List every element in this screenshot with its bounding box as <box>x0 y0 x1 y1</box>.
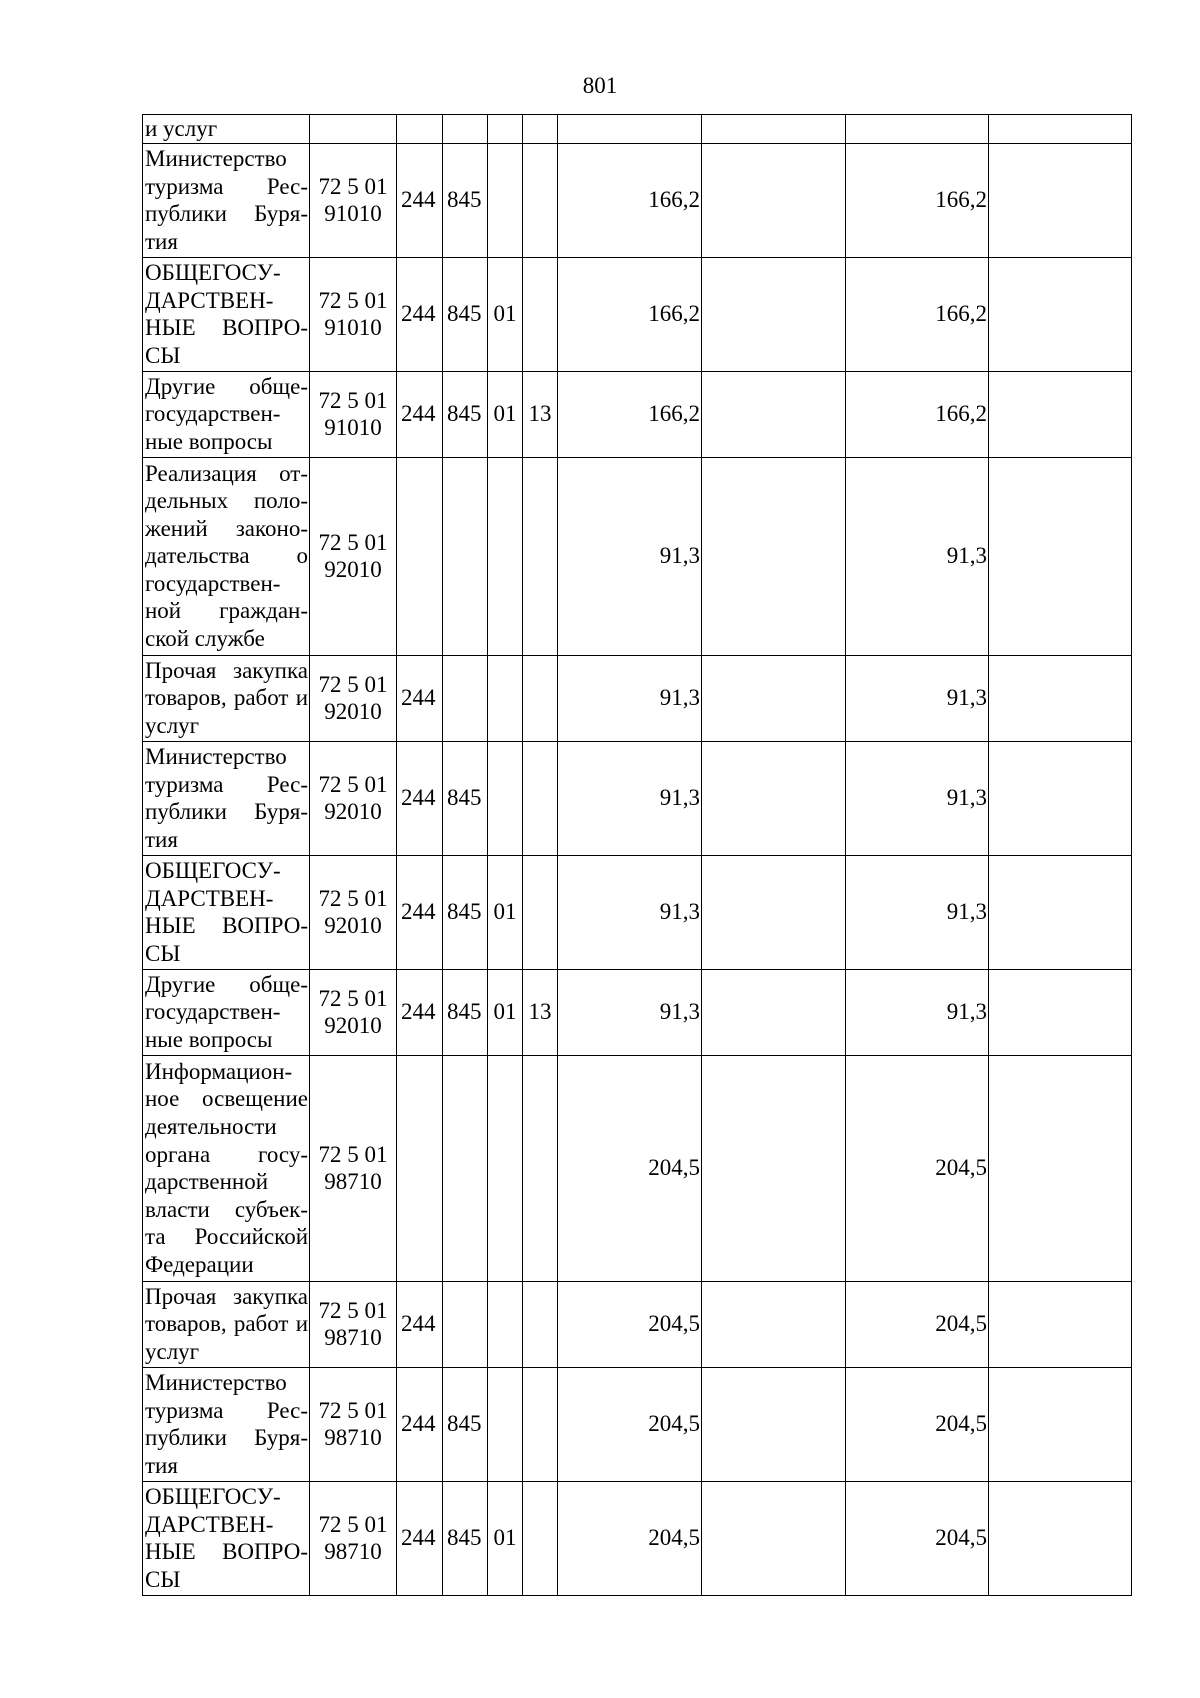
table-row <box>143 655 1132 741</box>
amount-3-cell: 91,3 <box>846 655 989 741</box>
row-name-cell: ОБЩЕГОСУ-ДАРСТВЕН-НЫЕ ВОПРО-СЫ <box>143 257 310 371</box>
target-article-code-cell: 72 5 01 91010 <box>310 371 397 457</box>
amount-4-cell <box>989 457 1132 655</box>
section-code-cell <box>488 1055 523 1281</box>
amount-4-cell <box>989 257 1132 371</box>
department-code-cell: 845 <box>443 371 488 457</box>
table-row <box>143 1367 1132 1481</box>
amount-1-cell: 91,3 <box>558 457 702 655</box>
expense-type-code-cell: 244 <box>397 1481 443 1595</box>
amount-1-cell: 204,5 <box>558 1281 702 1367</box>
target-article-code-cell: 72 5 01 98710 <box>310 1281 397 1367</box>
row-name-cell: Другие обще-государствен-ные вопросы <box>143 371 310 457</box>
subsection-code-cell <box>523 1055 558 1281</box>
amount-1-cell: 91,3 <box>558 655 702 741</box>
amount-3-cell: 91,3 <box>846 457 989 655</box>
amount-4-cell <box>989 143 1132 257</box>
row-name-cell: ОБЩЕГОСУ-ДАРСТВЕН-НЫЕ ВОПРО-СЫ <box>143 855 310 969</box>
amount-2-cell <box>702 457 846 655</box>
amount-2-cell <box>702 371 846 457</box>
amount-4-cell <box>989 741 1132 855</box>
section-code-cell <box>488 115 523 144</box>
subsection-code-cell <box>523 741 558 855</box>
amount-3-cell: 204,5 <box>846 1481 989 1595</box>
subsection-code-cell <box>523 1367 558 1481</box>
department-code-cell: 845 <box>443 855 488 969</box>
amount-3-cell: 204,5 <box>846 1281 989 1367</box>
row-name-cell: Министерство туризма Рес-публики Буря-тия <box>143 143 310 257</box>
table-row <box>143 1055 1132 1281</box>
amount-1-cell: 166,2 <box>558 371 702 457</box>
subsection-code-cell <box>523 457 558 655</box>
amount-1-cell: 91,3 <box>558 741 702 855</box>
amount-4-cell <box>989 371 1132 457</box>
amount-3-cell: 204,5 <box>846 1367 989 1481</box>
section-code-cell <box>488 1367 523 1481</box>
row-name-cell: Прочая закупка товаров, работ и услуг <box>143 1281 310 1367</box>
table-row <box>143 371 1132 457</box>
department-code-cell <box>443 115 488 144</box>
amount-1-cell: 204,5 <box>558 1055 702 1281</box>
subsection-code-cell: 13 <box>523 371 558 457</box>
target-article-code-cell: 72 5 01 98710 <box>310 1481 397 1595</box>
amount-1-cell: 91,3 <box>558 969 702 1055</box>
amount-3-cell: 91,3 <box>846 855 989 969</box>
row-name-cell: Министерство туризма Рес-публики Буря-тия <box>143 1367 310 1481</box>
amount-4-cell <box>989 1367 1132 1481</box>
expense-type-code-cell: 244 <box>397 1281 443 1367</box>
table-row <box>143 143 1132 257</box>
section-code-cell <box>488 457 523 655</box>
row-name-cell: Другие обще-государствен-ные вопросы <box>143 969 310 1055</box>
amount-2-cell <box>702 115 846 144</box>
expense-type-code-cell: 244 <box>397 969 443 1055</box>
section-code-cell <box>488 741 523 855</box>
amount-2-cell <box>702 855 846 969</box>
department-code-cell: 845 <box>443 1367 488 1481</box>
amount-3-cell: 166,2 <box>846 143 989 257</box>
page-number: 801 <box>582 73 618 98</box>
amount-2-cell <box>702 655 846 741</box>
amount-3-cell: 166,2 <box>846 257 989 371</box>
row-name-cell: Прочая закупка товаров, работ и услуг <box>143 655 310 741</box>
section-code-cell: 01 <box>488 969 523 1055</box>
expense-type-code-cell: 244 <box>397 257 443 371</box>
amount-4-cell <box>989 969 1132 1055</box>
amount-1-cell: 204,5 <box>558 1367 702 1481</box>
department-code-cell <box>443 655 488 741</box>
expense-type-code-cell: 244 <box>397 1367 443 1481</box>
expense-type-code-cell: 244 <box>397 855 443 969</box>
expense-type-code-cell: 244 <box>397 655 443 741</box>
amount-1-cell: 91,3 <box>558 855 702 969</box>
section-code-cell: 01 <box>488 257 523 371</box>
target-article-code-cell: 72 5 01 92010 <box>310 457 397 655</box>
department-code-cell: 845 <box>443 143 488 257</box>
expense-type-code-cell: 244 <box>397 371 443 457</box>
target-article-code-cell: 72 5 01 98710 <box>310 1367 397 1481</box>
amount-4-cell <box>989 115 1132 144</box>
amount-2-cell <box>702 1055 846 1281</box>
amount-3-cell: 91,3 <box>846 741 989 855</box>
table-row <box>143 115 1132 144</box>
subsection-code-cell <box>523 257 558 371</box>
amount-4-cell <box>989 1481 1132 1595</box>
table-row <box>143 257 1132 371</box>
table-row <box>143 855 1132 969</box>
section-code-cell <box>488 1281 523 1367</box>
section-code-cell: 01 <box>488 855 523 969</box>
amount-2-cell <box>702 969 846 1055</box>
subsection-code-cell <box>523 115 558 144</box>
subsection-code-cell <box>523 143 558 257</box>
table-row <box>143 741 1132 855</box>
table-body <box>143 115 1132 1596</box>
amount-1-cell <box>558 115 702 144</box>
row-name-cell: Информацион-ное освещение деятельности органа госу-дарственной власти субъек-та Российской Федерации <box>143 1055 310 1281</box>
amount-3-cell: 204,5 <box>846 1055 989 1281</box>
department-code-cell <box>443 1281 488 1367</box>
amount-2-cell <box>702 143 846 257</box>
amount-2-cell <box>702 1481 846 1595</box>
table-row <box>143 969 1132 1055</box>
section-code-cell <box>488 143 523 257</box>
subsection-code-cell <box>523 1281 558 1367</box>
amount-2-cell <box>702 1281 846 1367</box>
amount-2-cell <box>702 1367 846 1481</box>
department-code-cell: 845 <box>443 741 488 855</box>
amount-3-cell <box>846 115 989 144</box>
amount-3-cell: 91,3 <box>846 969 989 1055</box>
subsection-code-cell: 13 <box>523 969 558 1055</box>
amount-1-cell: 204,5 <box>558 1481 702 1595</box>
subsection-code-cell <box>523 1481 558 1595</box>
row-name-cell: и услуг <box>143 115 310 144</box>
amount-2-cell <box>702 741 846 855</box>
amount-4-cell <box>989 655 1132 741</box>
section-code-cell: 01 <box>488 1481 523 1595</box>
table-row <box>143 457 1132 655</box>
amount-4-cell <box>989 855 1132 969</box>
expense-type-code-cell: 244 <box>397 143 443 257</box>
section-code-cell <box>488 655 523 741</box>
target-article-code-cell: 72 5 01 92010 <box>310 655 397 741</box>
target-article-code-cell: 72 5 01 92010 <box>310 741 397 855</box>
row-name-cell: Министерство туризма Рес-публики Буря-тия <box>143 741 310 855</box>
expense-type-code-cell <box>397 457 443 655</box>
expense-type-code-cell: 244 <box>397 741 443 855</box>
budget-table <box>142 114 1132 1596</box>
amount-3-cell: 166,2 <box>846 371 989 457</box>
amount-4-cell <box>989 1055 1132 1281</box>
table-row <box>143 1481 1132 1595</box>
target-article-code-cell: 72 5 01 91010 <box>310 257 397 371</box>
target-article-code-cell <box>310 115 397 144</box>
department-code-cell <box>443 457 488 655</box>
department-code-cell: 845 <box>443 257 488 371</box>
subsection-code-cell <box>523 655 558 741</box>
amount-1-cell: 166,2 <box>558 143 702 257</box>
department-code-cell <box>443 1055 488 1281</box>
amount-2-cell <box>702 257 846 371</box>
target-article-code-cell: 72 5 01 92010 <box>310 855 397 969</box>
subsection-code-cell <box>523 855 558 969</box>
department-code-cell: 845 <box>443 969 488 1055</box>
department-code-cell: 845 <box>443 1481 488 1595</box>
amount-1-cell: 166,2 <box>558 257 702 371</box>
expense-type-code-cell <box>397 1055 443 1281</box>
row-name-cell: ОБЩЕГОСУ-ДАРСТВЕН-НЫЕ ВОПРО-СЫ <box>143 1481 310 1595</box>
section-code-cell: 01 <box>488 371 523 457</box>
target-article-code-cell: 72 5 01 92010 <box>310 969 397 1055</box>
row-name-cell: Реализация от-дельных поло-жений законо-дательства о государствен-ной граждан-ской службе <box>143 457 310 655</box>
expense-type-code-cell <box>397 115 443 144</box>
target-article-code-cell: 72 5 01 91010 <box>310 143 397 257</box>
target-article-code-cell: 72 5 01 98710 <box>310 1055 397 1281</box>
amount-4-cell <box>989 1281 1132 1367</box>
table-row <box>143 1281 1132 1367</box>
